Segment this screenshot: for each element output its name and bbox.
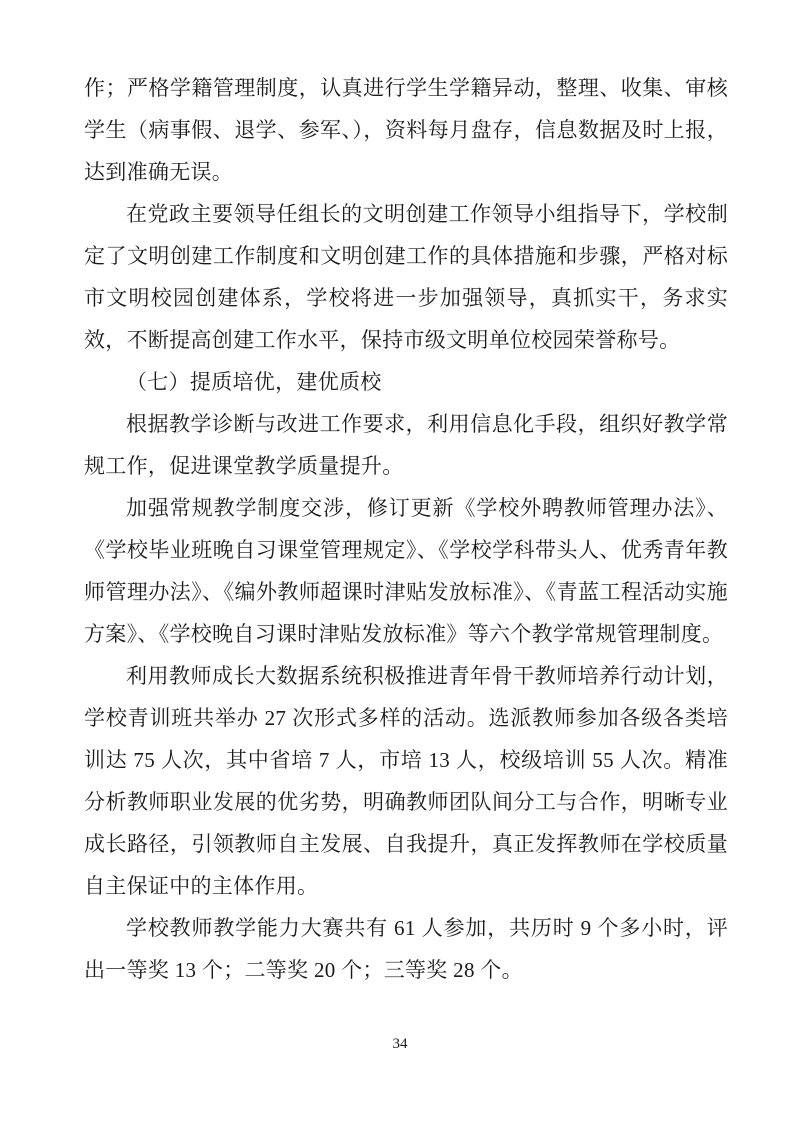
section-heading: （七）提质培优，建优质校 (126, 370, 382, 394)
paragraph: 作；严格学籍管理制度，认真进行学生学籍异动，整理、收集、审核学生（病事假、退学、参军、），资料每月盘存，信息数据及时上报，达到准确无误。 (84, 76, 728, 184)
paragraph: 根据教学诊断与改进工作要求，利用信息化手段，组织好教学常规工作，促进课堂教学质量提升。 (84, 412, 728, 478)
paragraph: 加强常规教学制度交涉，修订更新《学校外聘教师管理办法》、《学校毕业班晚自习课堂管理规定》、《学校学科带头人、优秀青年教师管理办法》、《编外教师超课时津贴发放标准》、《青蓝工程活动实施方案》、《学校晚自习课时津贴发放标准》等六个教学常规管理制度。 (84, 496, 728, 646)
paragraph: 学校教师教学能力大赛共有 61 人参加，共历时 9 个多小时，评出一等奖 13 个；二等奖 20 个；三等奖 28 个。 (84, 916, 728, 982)
document-body (84, 67, 728, 991)
page-number: 34 (392, 1036, 408, 1052)
paragraph: 在党政主要领导任组长的文明创建工作领导小组指导下，学校制定了文明创建工作制度和文明创建工作的具体措施和步骤，严格对标市文明校园创建体系，学校将进一步加强领导，真抓实干，务求实效，不断提高创建工作水平，保持市级文明单位校园荣誉称号。 (84, 202, 728, 352)
paragraph: 利用教师成长大数据系统积极推进青年骨干教师培养行动计划，学校青训班共举办 27 次形式多样的活动。选派教师参加各级各类培训达 75 人次，其中省培 7 人，市培 13 人，校级培训 55 人次。精准分析教师职业发展的优劣势，明确教师团队间分工与合作，明晰专业成长路径，引领教师自主发展、自我提升，真正发挥教师在学校质量自主保证中的主体作用。 (84, 664, 728, 898)
